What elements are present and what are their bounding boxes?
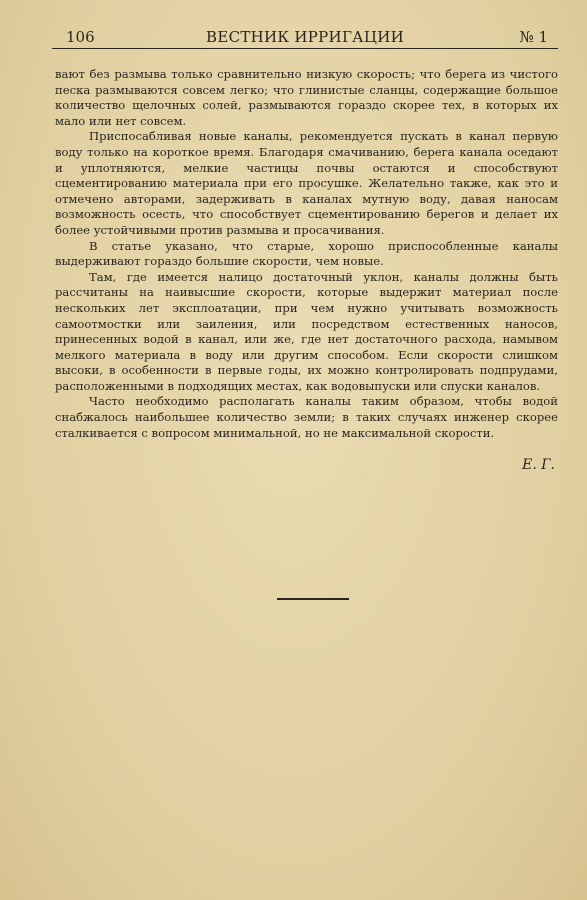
issue-number: № 1 <box>519 28 548 46</box>
paragraph-4: Там, где имеется налицо достаточный уклон, каналы должны быть рассчитаны на наивысшие скорости, которые выдержит материал после нескольких лет эксплоатации, при чем нужно учитывать возможность самоотмостки или заиления, или посредством естественных наносов, принесенных водой в канал, или же, где нет достаточного расхода, намывом мелкого материала в воду или другим способом. Если скорости слишком высоки, в особенности в первые годы, их можно контролировать подпрудами, расположенными в подходящих местах, как водовыпуски или спуски каналов. <box>55 269 558 393</box>
paragraph-1: вают без размыва только сравнительно низкую скорость; что берега из чистого песка размываются совсем легко; что глинистые сланцы, содержащие большое количество щелочных солей, размываются гораздо скорее тех, в которых их мало или нет совсем. <box>55 67 558 128</box>
section-divider <box>277 598 349 600</box>
page-number: 106 <box>66 28 95 46</box>
paragraph-2: Приспосабливая новые каналы, рекомендуется пускать в канал первую воду только на короткое время. Благодаря смачиванию, берега канала оседают и уплотняются, мелкие частицы почвы остаются и способствуют сцементированию материала при его просушке. Желательно также, как это и отмечено авторами, задерживать в каналах мутную воду, давая наносам возможность осесть, что способствует сцементированию берегов и делает их более устойчивыми против размыва и просачивания. <box>55 129 558 237</box>
paragraph-3: В статье указано, что старые, хорошо приспособленные каналы выдерживают гораздо большие скорости, чем новые. <box>55 238 558 269</box>
article-body <box>55 67 558 441</box>
author-signature: Е. Г. <box>522 457 555 473</box>
page-header <box>52 26 558 49</box>
journal-title: ВЕСТНИК ИРРИГАЦИИ <box>206 28 404 46</box>
paragraph-5: Часто необходимо располагать каналы таким образом, чтобы водой снабжалось наибольшее количество земли; в таких случаях инженер скорее сталкивается с вопросом минимальной, но не максимальной скорости. <box>55 394 558 440</box>
